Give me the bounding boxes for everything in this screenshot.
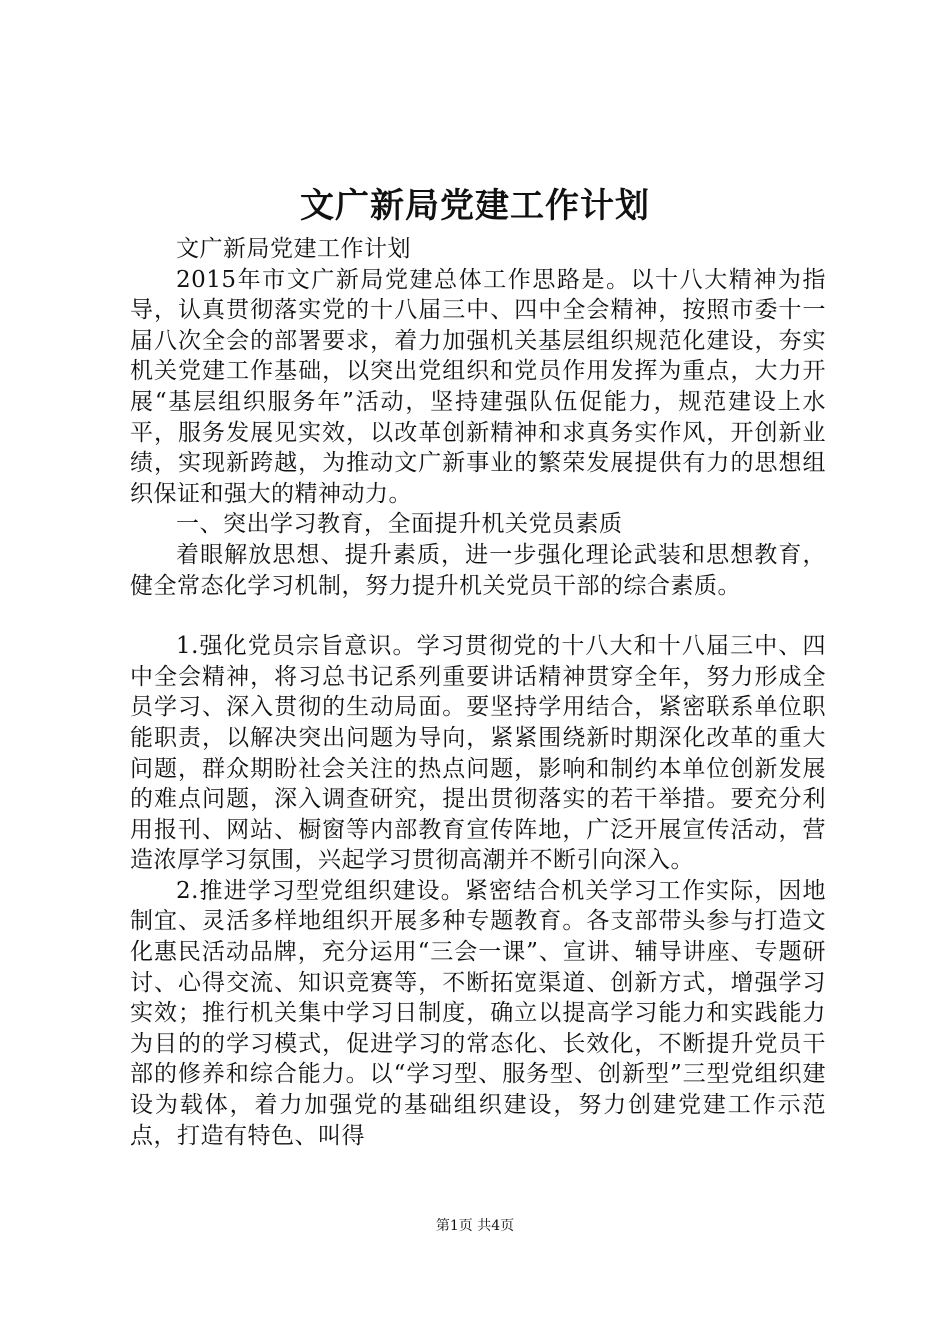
section-heading-1: 一、突出学习教育，全面提升机关党员素质 [176,511,623,538]
paragraph-subtitle: 文广新局党建工作计划 [176,236,411,262]
page-footer: 第1页 共4页 [435,1218,515,1234]
paragraph-item-1: 1.强化党员宗旨意识。学习贯彻党的十八大和十八届三中、四中全会精神，将习总书记系列重要讲话精神贯穿全年，努力形成全员学习、深入贯彻的生动局面。要坚持学用结合，紧密联系单位职能职责，以解决突出问题为导向，紧紧围绕新时期深化改革的重大问题，群众期盼社会关注的热点问题，影响和制约本单位创新发展的难点问题，深入调查研究，提出贯彻落实的若干举措。要充分利用报刊、网站、橱窗等内部教育宣传阵地，广泛开展宣传活动，营造浓厚学习氛围，兴起学习贯彻高潮并不断引向深入。 [130,633,826,874]
paragraph-section-intro: 着眼解放思想、提升素质，进一步强化理论武装和思想教育，健全常态化学习机制，努力提升机关党员干部的综合素质。 [130,541,826,599]
document-title: 文广新局党建工作计划 [300,186,650,226]
document-body [130,234,826,1151]
paragraph-overview: 2015年市文广新局党建总体工作思路是。以十八大精神为指导，认真贯彻落实党的十八届三中、四中全会精神，按照市委十一届八次全会的部署要求，着力加强机关基层组织规范化建设，夯实机关党建工作基础，以突出党组织和党员作用发挥为重点，大力开展“基层组织服务年”活动，坚持建强队伍促能力，规范建设上水平，服务发展见实效，以改革创新精神和求真务实作风，开创新业绩，实现新跨越，为推动文广新事业的繁荣发展提供有力的思想组织保证和强大的精神动力。 [130,266,826,507]
paragraph-item-2: 2.推进学习型党组织建设。紧密结合机关学习工作实际，因地制宜、灵活多样地组织开展多种专题教育。各支部带头参与打造文化惠民活动品牌，充分运用“三会一课”、宣讲、辅导讲座、专题研讨、心得交流、知识竞赛等，不断拓宽渠道、创新方式，增强学习实效；推行机关集中学习日制度，确立以提高学习能力和实践能力为目的的学习模式，促进学习的常态化、长效化，不断提升党员干部的修养和综合能力。以“学习型、服务型、创新型”三型党组织建设为载体，着力加强党的基础组织建设，努力创建党建工作示范点，打造有特色、叫得 [130,877,826,1149]
